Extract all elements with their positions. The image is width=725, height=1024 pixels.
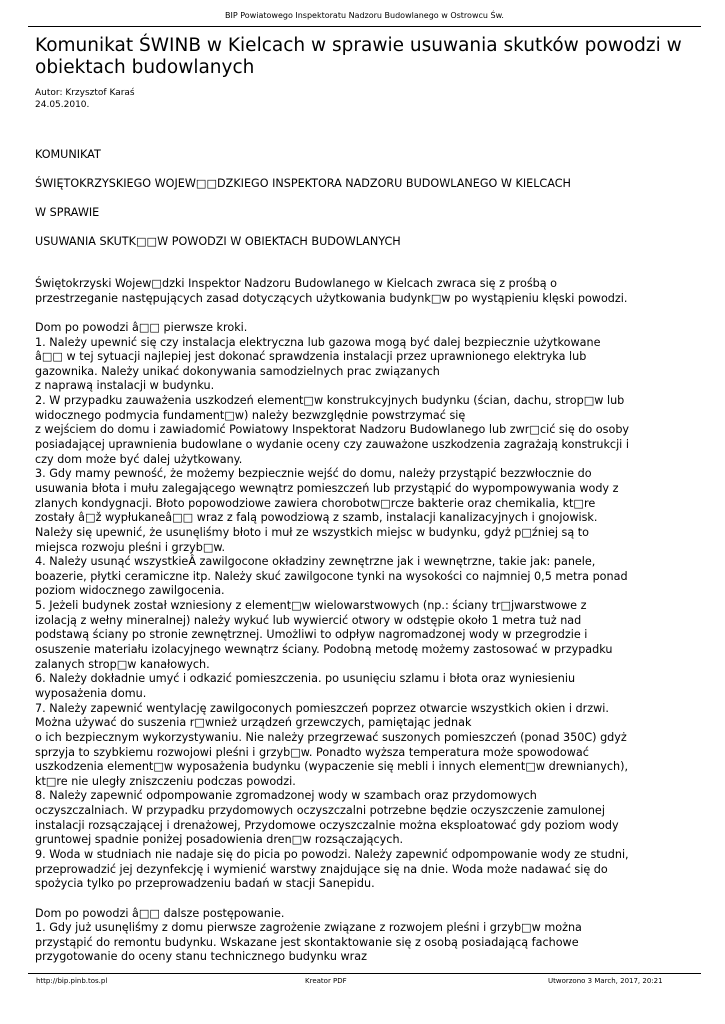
body-line: 7. Należy zapewnić wentylację zawilgoconych pomieszczeń poprzez otwarcie wszystkich okien i drzwi. [35, 701, 609, 715]
body-line: oczyszczalniach. W przypadku przydomowych oczyszczalni potrzebne będzie oczyszczenie zamulonej [35, 804, 605, 818]
body-line: kt□re nie uległy zniszczeniu podczas powodzi. [35, 774, 296, 788]
body-line: Świętokrzyski Wojew□dzki Inspektor Nadzoru Budowlanego w Kielcach zwraca się z prośbą o [35, 277, 558, 290]
body-line: 4. Należy usunąć wszystkieÂ zawilgocone okładziny zewnętrzne jak i wewnętrzne, takie jak: panele, [35, 555, 596, 569]
body-line: gruntowej spadnie poniżej posadowienia dren□w rozsączających. [35, 833, 404, 847]
page-header-site: BIP Powiatowego Inspektoratu Nadzoru Budowlanego w Ostrowcu Św. [225, 11, 504, 20]
body-line: zlanych kondygnacji. Błoto popowodziowe zawiera chorobotw□rcze bakterie oraz chemikalia, kt□re [35, 496, 596, 510]
article-meta [35, 87, 135, 111]
body-line: osuszenie materiału izolacyjnego wewnątrz ściany. Podobną metodę możemy zastosować w przypadku [35, 643, 613, 657]
body-line: zostały â□ž wypłukaneâ□□ wraz z falą powodziową z szamb, instalacji kanalizacyjnych i gnojowisk. [35, 511, 598, 525]
body-line: spożycia tylko po przeprowadzeniu badań w stacji Sanepidu. [35, 877, 375, 891]
body-line: Należy się upewnić, że usunęliśmy błoto i muł ze wszystkich miejsc w budynku, gdyż p□źniej są to [35, 525, 590, 539]
body-line: â□□ w tej sytuacji najlepiej jest dokonać sprawdzenia instalacji przez uprawnionego elektryka lub [35, 350, 587, 364]
body-line: Dom po powodzi â□□ pierwsze kroki. [35, 320, 248, 334]
body-line: z wejściem do domu i zawiadomić Powiatowy Inspektorat Nadzoru Budowlanego lub zwr□cić się do osoby [35, 423, 630, 437]
body-line: 3. Gdy mamy pewność, że możemy bezpiecznie wejść do domu, należy przystąpić bezzwłocznie do [35, 467, 592, 481]
body-line: 2. W przypadku zauważenia uszkodzeń element□w konstrukcyjnych budynku (ścian, dachu, strop□w lub [35, 394, 625, 408]
body-line: czy dom może być dalej użytkowany. [35, 452, 243, 466]
body-line: z naprawą instalacji w budynku. [35, 379, 215, 393]
article-date: 24.05.2010. [35, 100, 90, 110]
body-line: instalacji rozsączającej i drenażowej, Przydomowe oczyszczalnie można eksploatować gdy poziom wody [35, 818, 619, 832]
body-line: 6. Należy dokładnie umyć i odkazić pomieszczenia. po usunięciu szlamu i błota oraz wyniesieniu [35, 672, 576, 686]
body-line: izolacją z wełny mineralnej) należy wykuć lub wywiercić otwory w odstępie około 1 metra tuż nad [35, 613, 582, 627]
body-line: przestrzeganie następujących zasad dotyczących użytkowania budynk□w po wystąpieniu klęski powodzi. [35, 291, 628, 305]
heading-w-sprawie: W SPRAWIE [35, 206, 100, 219]
footer-created: Utworzono 3 March, 2017, 20:21 [548, 977, 663, 985]
body-line: 9. Woda w studniach nie nadaje się do picia po powodzi. Należy zapewnić odpompowanie wody ze studni, [35, 847, 629, 861]
body-line: gazownika. Należy unikać dokonywania samodzielnych prac związanych [35, 364, 440, 378]
paragraph-gap [35, 892, 700, 907]
body-line: zalanych strop□w kanałowych. [35, 657, 210, 671]
body-line: 5. Jeżeli budynek został wzniesiony z element□w wielowarstwowych (np.: ściany tr□jwarstwowe z [35, 599, 587, 613]
heading-komunikat: KOMUNIKAT [35, 148, 101, 161]
body-line: sprzyja to szybkiemu rozwojowi pleśni i grzyb□w. Ponadto wyższa temperatura może spowodować [35, 745, 589, 759]
body-line: 8. Należy zapewnić odpompowanie zgromadzonej wody w szambach oraz przydomowych [35, 789, 537, 803]
body-line: poziom widocznego zawilgocenia. [35, 584, 225, 598]
footer-url: http://bip.pinb.tos.pl [36, 977, 108, 985]
header-divider [28, 26, 701, 27]
body-line: usuwania błota i mułu zalegającego wewnątrz pomieszczeń lub przystąpić do wypompowywania wody z [35, 481, 619, 495]
article-body [35, 277, 700, 965]
body-line: przygotowanie do oceny stanu technicznego budynku wraz [35, 950, 367, 964]
body-line: przeprowadzić jej dezynfekcję i wymienić warstwy znajdujące się na dnie. Woda może nadawać się do [35, 862, 608, 876]
heading-subject: USUWANIA SKUTK□□W POWODZI W OBIEKTACH BUDOWLANYCH [35, 235, 401, 248]
paragraph-gap [35, 306, 700, 321]
footer-generator: Kreator PDF [305, 977, 347, 985]
body-line: o ich bezpiecznym wykorzystywaniu. Nie należy przegrzewać suszonych pomieszczeń (ponad 350C) gdyż [35, 730, 627, 744]
body-line: 1. Gdy już usunęliśmy z domu pierwsze zagrożenie związane z rozwojem pleśni i grzyb□w można [35, 921, 582, 935]
article-author: Autor: Krzysztof Karaś [35, 88, 135, 98]
body-line: 1. Należy upewnić się czy instalacja elektryczna lub gazowa mogą być dalej bezpiecznie użytkowane [35, 335, 601, 349]
body-line: miejsca rozwoju pleśni i grzyb□w. [35, 540, 226, 554]
body-line: Dom po powodzi â□□ dalsze postępowanie. [35, 906, 285, 920]
body-line: wyposażenia domu. [35, 686, 147, 700]
body-line: Można używać do suszenia r□wnież urządzeń grzewczych, pamiętając jednak [35, 716, 472, 730]
body-line: posiadającej uprawnienia budowlane o wydanie oceny czy zauważone uszkodzenia zagrażają konstrukcji i [35, 438, 629, 452]
footer-divider [28, 973, 701, 974]
body-line: widocznego podmycia fundament□w) należy bezwzględnie powstrzymać się [35, 408, 466, 422]
body-line: boazerie, płytki ceramiczne itp. Należy skuć zawilgocone tynki na wysokości co najmniej 0,5 metra ponad [35, 569, 628, 583]
article-title: Komunikat ŚWINB w Kielcach w sprawie usuwania skutków powodzi w obiektach budowlanych [35, 35, 682, 78]
body-line: przystąpić do remontu budynku. Wskazane jest skontaktowanie się z osobą posiadającą fachowe [35, 935, 579, 949]
body-line: uszkodzenia element□w wyposażenia budynku (wypaczenie się mebli i innych element□w drewnianych), [35, 760, 629, 774]
body-line: podstawą ściany po stronie zewnętrznej. Umożliwi to odpływ nagromadzonej wody w przegrodzie i [35, 628, 588, 642]
heading-inspector: ŚWIĘTOKRZYSKIEGO WOJEW□□DZKIEGO INSPEKTORA NADZORU BUDOWLANEGO W KIELCACH [35, 177, 571, 190]
